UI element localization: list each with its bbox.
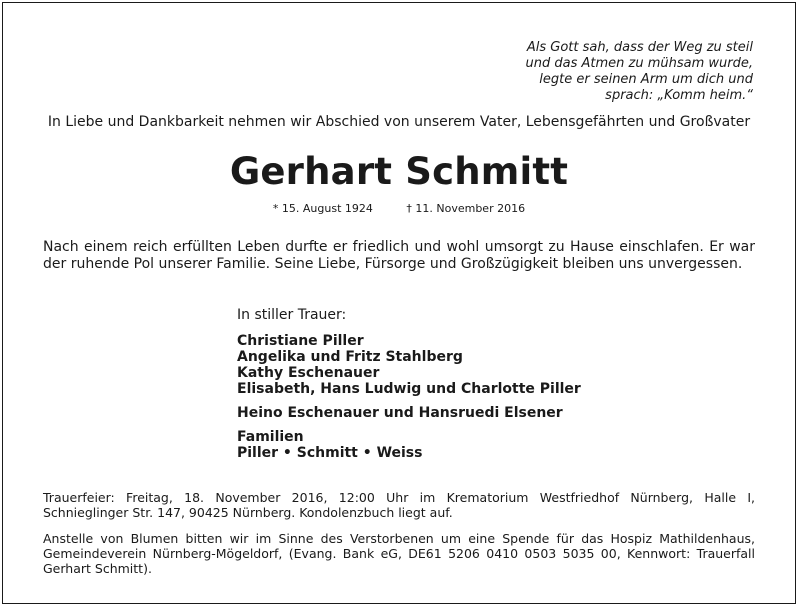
funeral-info: Trauerfeier: Freitag, 18. November 2016, 12:00 Uhr im Krematorium Westfriedhof Nürnberg, Halle I, Schnieglinger Str. 147, 90425 Nürnberg. Kondolenzbuch liegt auf.: [43, 490, 755, 520]
mourners-block: [237, 306, 581, 469]
memorial-paragraph: Nach einem reich erfüllten Leben durfte er friedlich und wohl umsorgt zu Hause einschlafen. Er war der ruhende Pol unserer Familie. Seine Liebe, Fürsorge und Großzügigkeit bleiben uns unvergessen.: [43, 239, 755, 272]
mourner-name: Christiane Piller: [237, 333, 364, 349]
poem-line: legte er seinen Arm um dich und: [539, 72, 753, 87]
mourner-name: Piller • Schmitt • Weiss: [237, 445, 423, 461]
mourner-name: Familien: [237, 429, 304, 445]
mourner-name: Kathy Eschenauer: [237, 365, 380, 381]
mourner-name: Angelika und Fritz Stahlberg: [237, 349, 463, 365]
life-dates: [3, 202, 795, 216]
poem-line: sprach: „Komm heim.“: [605, 88, 753, 103]
obituary-card: [2, 2, 796, 604]
poem-line: und das Atmen zu mühsam wurde,: [525, 56, 753, 71]
death-date: † 11. November 2016: [406, 202, 526, 215]
deceased-name: Gerhart Schmitt: [229, 150, 569, 193]
mourners-group-families: [237, 429, 581, 461]
poem: [423, 40, 753, 104]
birth-date: * 15. August 1924: [272, 202, 373, 215]
mourner-name: Elisabeth, Hans Ludwig und Charlotte Piller: [237, 381, 581, 397]
mourners-group-family: [237, 333, 581, 397]
donation-info: Anstelle von Blumen bitten wir im Sinne des Verstorbenen um eine Spende für das Hospiz Mathildenhaus, Gemeindeverein Nürnberg-Mögeldorf, (Evang. Bank eG, DE61 5206 0410 0503 5035 00, Kennwort: Trauerfall Gerhart Schmitt).: [43, 531, 755, 576]
mourners-label: In stiller Trauer:: [237, 307, 347, 323]
intro-text: In Liebe und Dankbarkeit nehmen wir Abschied von unserem Vater, Lebensgefährten und Großvater: [47, 114, 751, 130]
mourners-group-partners: [237, 405, 581, 421]
poem-line: Als Gott sah, dass der Weg zu steil: [526, 40, 753, 55]
mourner-name: Heino Eschenauer und Hansruedi Elsener: [237, 405, 563, 421]
